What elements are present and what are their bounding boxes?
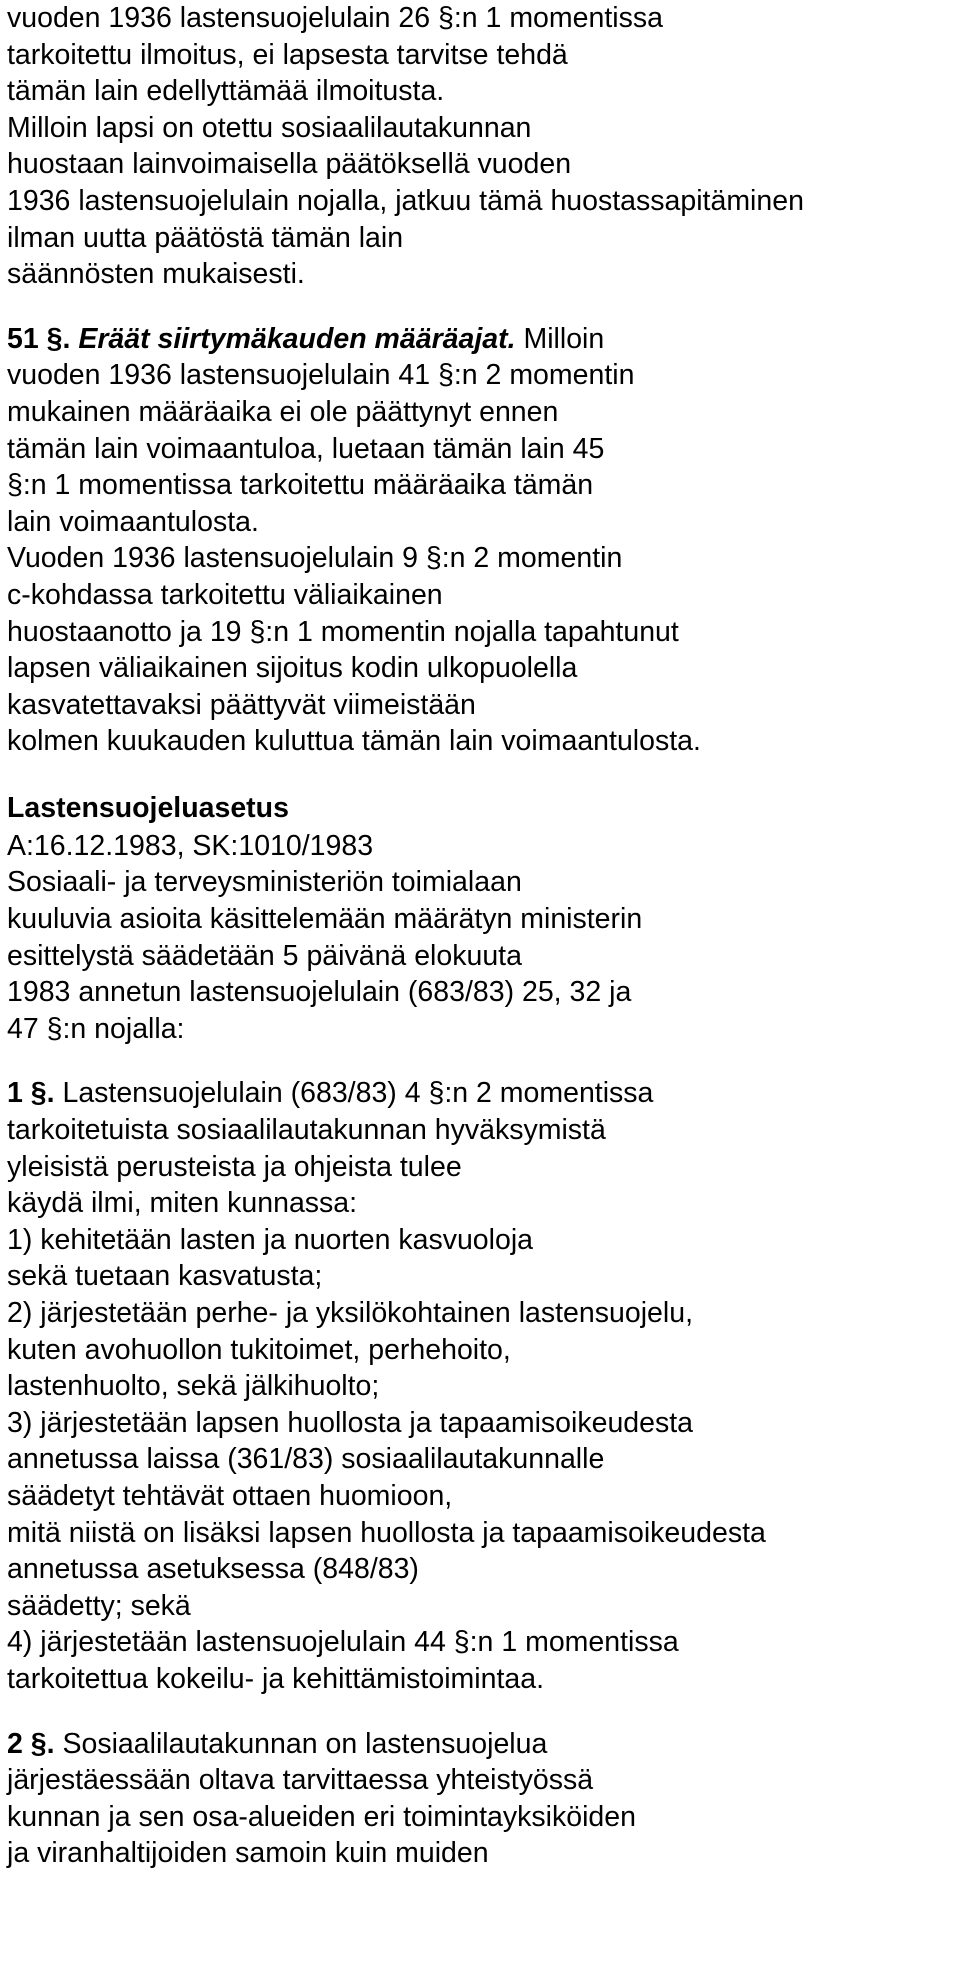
section-text: Lastensuojelulain (683/83) 4 §:n 2 momentissa: [54, 1077, 654, 1110]
paragraph-transition-notice: [7, 0, 952, 293]
text-line: 1) kehitetään lasten ja nuorten kasvuoloja: [7, 1223, 534, 1256]
text-line: Sosiaali- ja terveysministeriön toimialaan: [7, 866, 522, 899]
section-2-first-line: [7, 1726, 952, 1763]
section-1: [7, 1075, 952, 1697]
text-line: 1936 lastensuojelulain nojalla, jatkuu tämä huostassapitäminen: [7, 184, 804, 217]
section-number: 2 §.: [7, 1727, 55, 1760]
text-line: A:16.12.1983, SK:1010/1983: [7, 829, 374, 862]
text-line: tämän lain voimaantuloa, luetaan tämän lain 45: [7, 432, 605, 465]
text-line: 3) järjestetään lapsen huollosta ja tapaamisoikeudesta: [7, 1406, 694, 1439]
text-line: ilman uutta päätöstä tämän lain: [7, 221, 404, 254]
section-51: [7, 321, 952, 760]
text-line: Vuoden 1936 lastensuojelulain 9 §:n 2 momentin: [7, 542, 623, 575]
text-line: kuten avohuollon tukitoimet, perhehoito,: [7, 1333, 511, 1366]
section-text: Milloin: [515, 322, 605, 355]
text-line: annetussa laissa (361/83) sosiaalilautakunnalle: [7, 1443, 605, 1476]
section-51-first-line: [7, 321, 952, 358]
text-line: kasvatettavaksi päättyvät viimeistään: [7, 688, 476, 721]
text-line: §:n 1 momentissa tarkoitettu määräaika tämän: [7, 469, 594, 502]
text-line: esittelystä säädetään 5 päivänä elokuuta: [7, 939, 522, 972]
text-line: 2) järjestetään perhe- ja yksilökohtainen lastensuojelu,: [7, 1297, 693, 1329]
text-line: sekä tuetaan kasvatusta;: [7, 1260, 323, 1293]
text-line: tarkoitettu ilmoitus, ei lapsesta tarvitse tehdä: [7, 38, 568, 71]
lastensuojeluasetus-intro: [7, 788, 952, 1048]
text-line: mukainen määräaika ei ole päättynyt ennen: [7, 395, 559, 428]
text-line: huostaan lainvoimaisella päätöksellä vuoden: [7, 148, 572, 181]
text-line: kuuluvia asioita käsittelemään määrätyn ministerin: [7, 903, 643, 936]
text-line: lastenhuolto, sekä jälkihuolto;: [7, 1370, 380, 1403]
text-line: säännösten mukaisesti.: [7, 258, 305, 291]
text-line: 47 §:n nojalla:: [7, 1012, 185, 1045]
text-line: järjestäessään oltava tarvittaessa yhteistyössä: [7, 1764, 594, 1797]
text-line: ja viranhaltijoiden samoin kuin muiden: [7, 1837, 489, 1870]
section-text: Sosiaalilautakunnan on lastensuojelua: [54, 1727, 548, 1760]
text-line: yleisistä perusteista ja ohjeista tulee: [7, 1150, 462, 1183]
section-1-first-line: [7, 1075, 952, 1112]
text-line: annetussa asetuksessa (848/83): [7, 1553, 419, 1586]
text-line: kunnan ja sen osa-alueiden eri toimintayksiköiden: [7, 1800, 636, 1833]
text-line: tarkoitettua kokeilu- ja kehittämistoimintaa.: [7, 1662, 544, 1695]
text-line: lain voimaantulosta.: [7, 505, 259, 538]
document-heading: Lastensuojeluasetus: [7, 791, 289, 824]
text-line: 4) järjestetään lastensuojelulain 44 §:n 1 momentissa: [7, 1626, 679, 1659]
text-line: c-kohdassa tarkoitettu väliaikainen: [7, 578, 443, 611]
text-line: kolmen kuukauden kuluttua tämän lain voimaantulosta.: [7, 725, 701, 758]
text-line: tämän lain edellyttämää ilmoitusta.: [7, 75, 445, 108]
text-line: huostaanotto ja 19 §:n 1 momentin nojalla tapahtunut: [7, 615, 679, 648]
document-page: [7, 0, 952, 1872]
text-line: vuoden 1936 lastensuojelulain 41 §:n 2 momentin: [7, 359, 635, 392]
section-number: 51 §.: [7, 322, 71, 355]
section-title: Eräät siirtymäkauden määräajat.: [78, 322, 516, 355]
text-line: säädetyt tehtävät ottaen huomioon,: [7, 1479, 453, 1512]
section-2: [7, 1726, 952, 1872]
text-line: mitä niistä on lisäksi lapsen huollosta ja tapaamisoikeudesta: [7, 1516, 766, 1549]
text-line: vuoden 1936 lastensuojelulain 26 §:n 1 momentissa: [7, 2, 663, 34]
text-line: lapsen väliaikainen sijoitus kodin ulkopuolella: [7, 652, 578, 685]
text-line: käydä ilmi, miten kunnassa:: [7, 1187, 358, 1220]
text-line: 1983 annetun lastensuojelulain (683/83) 25, 32 ja: [7, 976, 632, 1009]
text-line: Milloin lapsi on otettu sosiaalilautakunnan: [7, 111, 532, 144]
section-number: 1 §.: [7, 1077, 55, 1110]
text-line: tarkoitetuista sosiaalilautakunnan hyväksymistä: [7, 1114, 606, 1147]
text-line: säädetty; sekä: [7, 1589, 191, 1622]
